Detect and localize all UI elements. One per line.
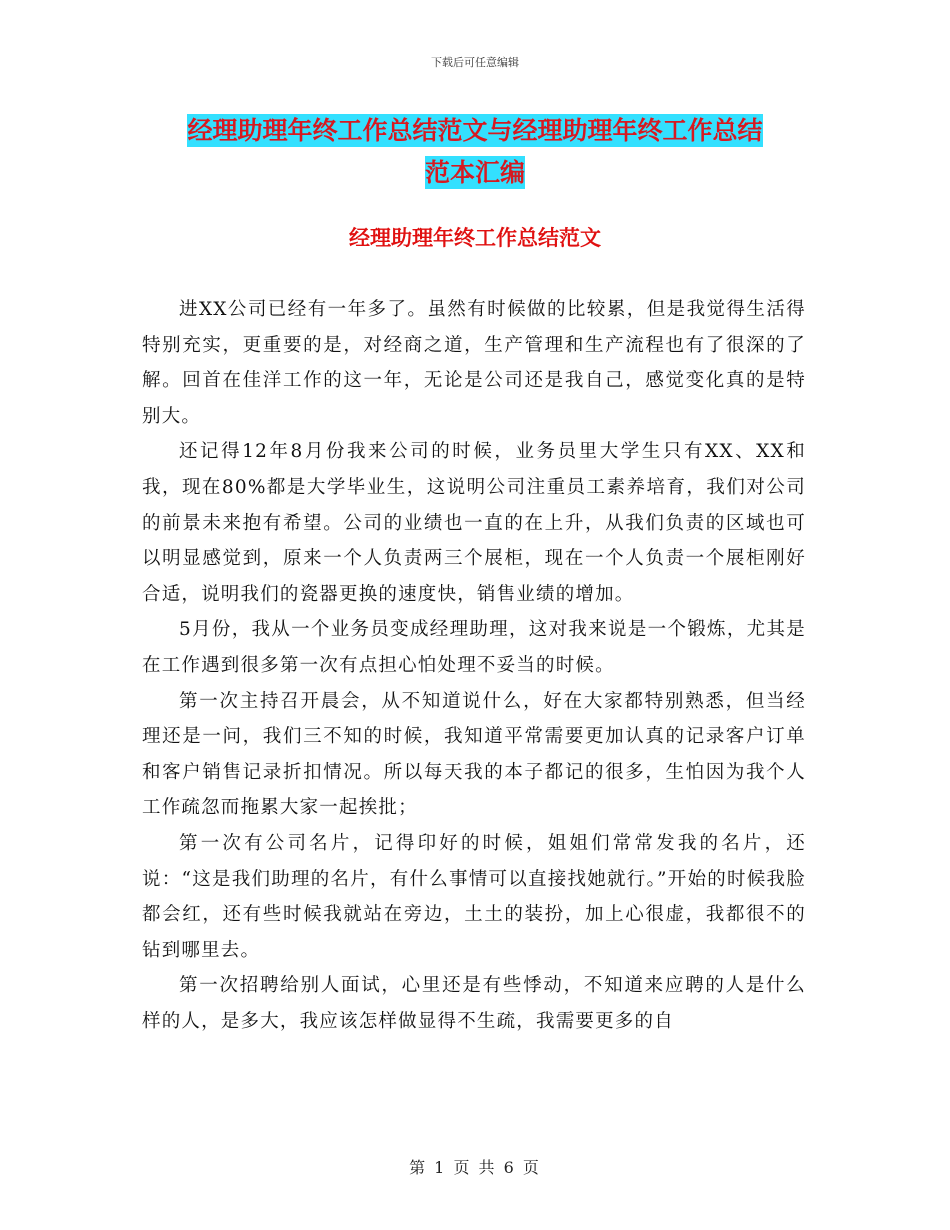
document-title-line-2: 范本汇编 (424, 158, 525, 187)
paragraph: 第一次招聘给别人面试，心里还是有些悸动，不知道来应聘的人是什么样的人，是多大，我应该怎样做显得不生疏，我需要更多的自 (142, 975, 806, 1032)
paragraph: 进XX公司已经有一年多了。虽然有时候做的比较累，但是我觉得生活得特别充实，更重要的是，对经商之道，生产管理和生产流程也有了很深的了解。回首在佳洋工作的这一年，无论是公司还是我自己，感觉变化真的是特别大。 (142, 299, 806, 427)
page-number: 第 1 页 共 6 页 (409, 1158, 541, 1177)
paragraph: 第一次主持召开晨会，从不知道说什么，好在大家都特别熟悉，但当经理还是一问，我们三不知的时候，我知道平常需要更加认真的记录客户订单和客户销售记录折扣情况。所以每天我的本子都记的很多，生怕因为我个人工作疏忽而拖累大家一起挨批； (142, 690, 806, 819)
document-title (140, 110, 810, 194)
document-body (142, 292, 806, 1039)
page-header-note: 下载后可任意编辑 (431, 56, 519, 69)
section-title: 经理助理年终工作总结范文 (349, 226, 601, 250)
paragraph: 5月份，我从一个业务员变成经理助理，这对我来说是一个锻炼，尤其是在工作遇到很多第一次有点担心怕处理不妥当的时候。 (142, 619, 806, 676)
paragraph: 还记得12年8月份我来公司的时候，业务员里大学生只有XX、XX和我，现在80%都是大学毕业生，这说明公司注重员工素养培育，我们对公司的前景未来抱有希望。公司的业绩也一直的在上升，从我们负责的区域也可以明显感觉到，原来一个人负责两三个展柜，现在一个人负责一个展柜刚好合适，说明我们的瓷器更换的速度快，销售业绩的增加。 (142, 441, 806, 605)
paragraph: 第一次有公司名片，记得印好的时候，姐姐们常常发我的名片，还说：“这是我们助理的名片，有什么事情可以直接找她就行。”开始的时候我脸都会红，还有些时候我就站在旁边，土土的装扮，加上心很虚，我都很不的钻到哪里去。 (142, 832, 806, 961)
document-title-line-1: 经理助理年终工作总结范文与经理助理年终工作总结 (187, 116, 763, 145)
